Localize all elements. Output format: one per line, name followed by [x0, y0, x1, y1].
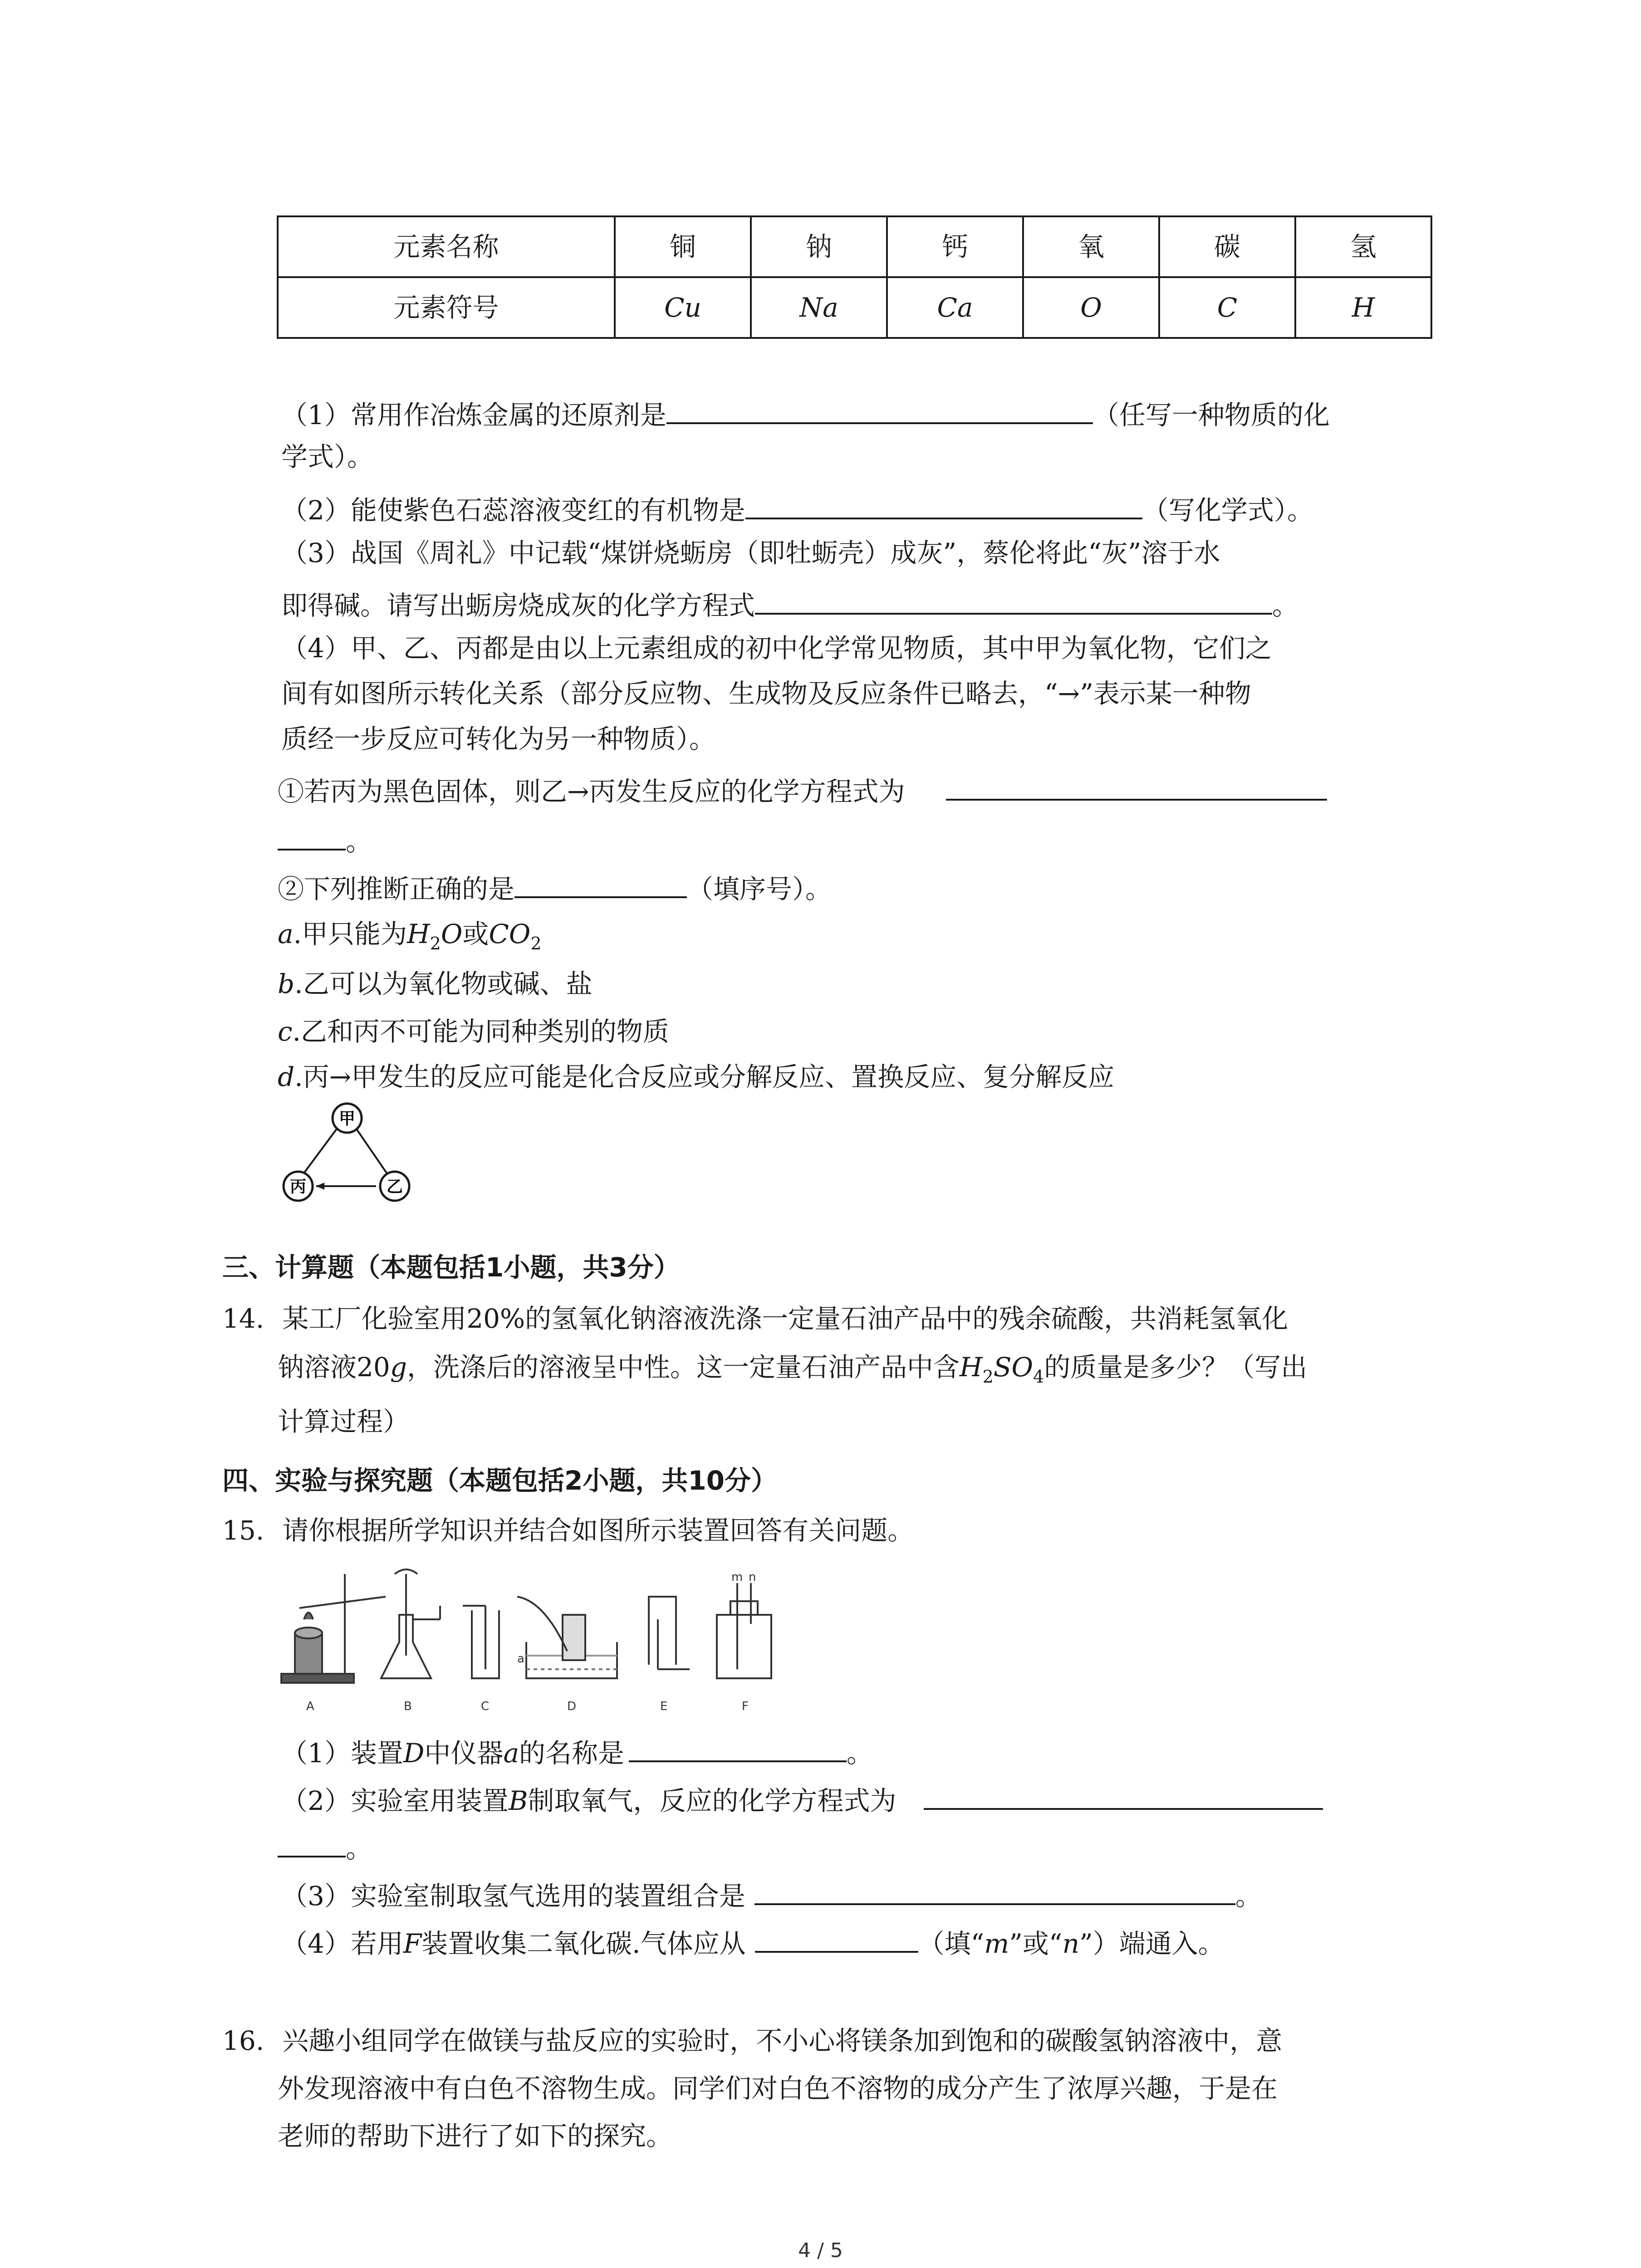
- question-text: 即得碱。请写出蛎房烧成灰的化学方程式: [281, 590, 755, 621]
- table-row: [278, 216, 1431, 277]
- q13-part2: [281, 492, 1313, 526]
- option-text: .乙可以为氧化物或碱、盐: [294, 968, 593, 999]
- question-text: 装置收集二氧化碳.气体应从: [421, 1928, 746, 1959]
- question-text: （填“: [918, 1928, 985, 1959]
- formula: H: [959, 1352, 983, 1383]
- element-table: [277, 215, 1432, 339]
- q13-part3-line2: [281, 587, 1298, 619]
- question-number: 15.: [222, 1515, 265, 1546]
- question-text: ”或“: [1009, 1928, 1063, 1959]
- question-text: （任写一种物质的化: [1092, 400, 1330, 430]
- table-cell: Cu: [615, 277, 751, 338]
- option-text: .丙→甲发生的反应可能是化合反应或分解反应、置换反应、复分解反应: [294, 1061, 1115, 1092]
- answer-blank[interactable]: [946, 773, 1327, 801]
- table-cell: Na: [751, 277, 887, 338]
- question-text: 。: [346, 826, 372, 857]
- apparatus-c-icon: [463, 1606, 499, 1678]
- formula: H: [407, 919, 430, 949]
- question-text: （1）常用作冶炼金属的还原剂是: [281, 400, 666, 430]
- answer-blank[interactable]: [924, 1783, 1323, 1810]
- q15-sub1: [281, 1735, 873, 1769]
- table-cell: 铜: [615, 216, 751, 277]
- question-text: （4）若用: [281, 1928, 403, 1959]
- option-text: 或: [462, 919, 489, 949]
- answer-blank[interactable]: [666, 397, 1093, 424]
- answer-blank[interactable]: [745, 492, 1142, 519]
- question-text: （写化学式）。: [1142, 495, 1313, 526]
- apparatus-label: n: [749, 1570, 756, 1584]
- answer-blank[interactable]: [514, 871, 687, 898]
- node-label: 乙: [386, 1178, 403, 1196]
- answer-blank[interactable]: [755, 1926, 918, 1953]
- table-cell: Ca: [887, 277, 1023, 338]
- q15-sub2-line2: [278, 1830, 372, 1862]
- formula: B: [508, 1785, 528, 1816]
- q15-sub4: [281, 1926, 1225, 1957]
- apparatus-a-icon: [281, 1574, 386, 1683]
- q15-sub3: [281, 1878, 1262, 1909]
- formula-subscript: 2: [982, 1367, 994, 1387]
- table-cell: 钠: [751, 216, 887, 277]
- apparatus-label: F: [742, 1700, 749, 1713]
- question-text: 某工厂化验室用20%的氢氧化钠溶液洗涤一定量石油产品中的残余硫酸，共消耗氢氧化: [282, 1303, 1288, 1334]
- formula: n: [1062, 1928, 1079, 1959]
- table-cell: 氧: [1023, 216, 1159, 277]
- option-label: a: [278, 919, 294, 949]
- formula: CO: [489, 919, 531, 949]
- option-c: [278, 1018, 669, 1045]
- table-cell: 元素符号: [278, 277, 615, 338]
- question-text: 兴趣小组同学在做镁与盐反应的实验时，不小心将镁条加到饱和的碳酸氢钠溶液中，意: [282, 2025, 1283, 2056]
- question-text: 制取氧气，反应的化学方程式为: [528, 1785, 896, 1816]
- question-text: 。: [1272, 590, 1299, 621]
- q13-part3-line1: （3）战国《周礼》中记载“煤饼烧蛎房（即牡蛎壳）成灰”，蔡伦将此“灰”溶于水: [281, 538, 1220, 568]
- formula: a: [503, 1738, 519, 1769]
- arrowhead: [316, 1183, 324, 1190]
- q15-stem: [222, 1517, 914, 1544]
- table-row: [278, 277, 1431, 338]
- q13-part4-line1: （4）甲、乙、丙都是由以上元素组成的初中化学常见物质，其中甲为氧化物，它们之: [281, 633, 1272, 664]
- q13-part1-line2: 学式）。: [281, 441, 374, 472]
- unit: g: [390, 1352, 407, 1383]
- option-text: .甲只能为: [293, 919, 407, 949]
- q15-sub2-line1: [281, 1783, 1323, 1814]
- q13-part4-line2: 间有如图所示转化关系（部分反应物、生成物及反应条件已略去，“→”表示某一种物: [281, 678, 1251, 709]
- arrow-jia-bing: [303, 1127, 338, 1175]
- question-text: ”）端通入。: [1079, 1928, 1225, 1959]
- apparatus-label: A: [306, 1700, 314, 1713]
- question-text: 的质量是多少？（写出: [1044, 1352, 1308, 1383]
- question-text: （2）能使紫色石蕊溶液变红的有机物是: [281, 495, 745, 526]
- q16-line3: 老师的帮助下进行了如下的探究。: [278, 2121, 673, 2151]
- option-label: b: [278, 968, 295, 999]
- q13-sub1-line1: [278, 773, 1327, 805]
- page-number: 4 / 5: [798, 2239, 843, 2262]
- question-text: 钠溶液20: [278, 1352, 390, 1383]
- apparatus-e-icon: [649, 1597, 690, 1669]
- section-heading: 四、实验与探究题（本题包括2小题，共10分）: [222, 1465, 778, 1496]
- question-text: 。: [847, 1738, 873, 1769]
- table-cell: 氢: [1295, 216, 1431, 277]
- answer-blank[interactable]: [754, 1878, 1235, 1905]
- apparatus-label: C: [481, 1700, 490, 1713]
- formula: m: [984, 1928, 1009, 1959]
- table-cell: 元素名称: [278, 216, 615, 277]
- question-text: 。: [1235, 1881, 1262, 1911]
- apparatus-label: B: [404, 1700, 412, 1713]
- option-label: c: [278, 1016, 293, 1047]
- table-cell: 钙: [887, 216, 1023, 277]
- apparatus-b-icon: [381, 1569, 440, 1678]
- option-label: d: [278, 1061, 295, 1092]
- question-text: 请你根据所学知识并结合如图所示装置回答有关问题。: [282, 1515, 914, 1546]
- table-cell: C: [1159, 277, 1295, 338]
- formula-subscript: 4: [1033, 1367, 1044, 1387]
- table-cell: 碳: [1159, 216, 1295, 277]
- table-cell: H: [1295, 277, 1431, 338]
- question-number: 16.: [222, 2025, 265, 2056]
- q16-line1: [222, 2025, 1283, 2056]
- option-d: [278, 1061, 1115, 1092]
- formula-subscript: 2: [530, 934, 542, 953]
- node-label: 丙: [289, 1178, 307, 1196]
- question-text: ②下列推断正确的是: [278, 874, 515, 904]
- apparatus-label: E: [660, 1700, 668, 1713]
- formula-subscript: 2: [430, 934, 441, 953]
- option-b: [278, 968, 593, 999]
- q13-part1-line1: [281, 397, 1330, 428]
- q14-line2: [278, 1354, 1307, 1385]
- arrow-jia-yi: [355, 1127, 388, 1175]
- question-text: 的名称是: [519, 1738, 625, 1769]
- apparatus-label: m: [731, 1570, 743, 1584]
- option-a: [278, 921, 542, 952]
- apparatus-figure: [272, 1565, 853, 1719]
- formula: SO: [993, 1352, 1034, 1383]
- q13-sub1-line2: [278, 823, 372, 855]
- question-text: （3）实验室制取氢气选用的装置组合是: [281, 1881, 745, 1911]
- apparatus-label: a: [517, 1652, 524, 1666]
- question-text: （1）装置: [281, 1738, 403, 1769]
- question-text: （2）实验室用装置: [281, 1785, 509, 1816]
- table-cell: O: [1023, 277, 1159, 338]
- q14-line1: [222, 1305, 1288, 1332]
- apparatus-label: D: [567, 1700, 577, 1713]
- option-text: .乙和丙不可能为同种类别的物质: [292, 1016, 669, 1047]
- answer-blank[interactable]: [629, 1735, 847, 1762]
- question-text: 。: [346, 1833, 372, 1864]
- question-text: ，洗涤后的溶液呈中性。这一定量石油产品中含: [407, 1352, 960, 1383]
- answer-blank[interactable]: [278, 1830, 346, 1857]
- formula: D: [403, 1738, 425, 1769]
- q13-sub2: [278, 871, 832, 902]
- question-text: （填序号）。: [687, 874, 832, 904]
- question-number: 14.: [222, 1303, 265, 1334]
- section-heading: 三、计算题（本题包括1小题，共3分）: [222, 1252, 680, 1283]
- answer-blank[interactable]: [755, 587, 1272, 615]
- formula: O: [441, 919, 463, 949]
- formula: F: [403, 1928, 422, 1959]
- question-text: ①若丙为黑色固体，则乙→丙发生反应的化学方程式为: [278, 776, 905, 807]
- answer-blank[interactable]: [278, 823, 346, 850]
- q13-part4-line3: 质经一步反应可转化为另一种物质）。: [281, 723, 716, 754]
- apparatus-d-icon: [517, 1597, 617, 1678]
- q14-line3: 计算过程）: [278, 1406, 410, 1437]
- apparatus-f-icon: [717, 1583, 771, 1678]
- transformation-diagram: [274, 1102, 420, 1211]
- q16-line2: 外发现溶液中有白色不溶物生成。同学们对白色不溶物的成分产生了浓厚兴趣，于是在: [278, 2073, 1278, 2104]
- node-label: 甲: [338, 1110, 356, 1128]
- question-text: 中仪器: [424, 1738, 504, 1769]
